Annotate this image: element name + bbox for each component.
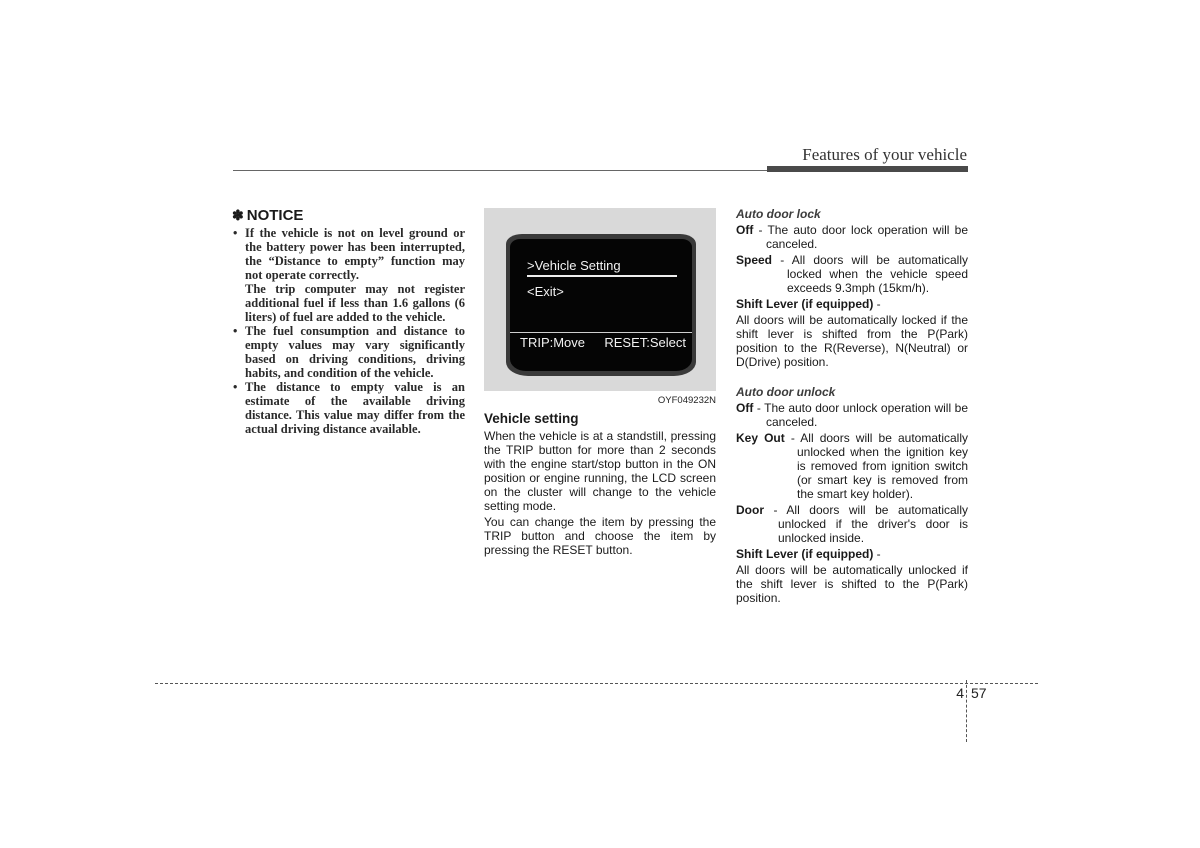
figure-caption: OYF049232N xyxy=(657,395,716,406)
unlock-shift-term: Shift Lever (if equipped) xyxy=(736,547,874,561)
lock-option-off xyxy=(736,223,968,251)
lock-shift-term: Shift Lever (if equipped) xyxy=(736,297,874,311)
footer-rule xyxy=(155,683,1038,684)
vehicle-setting-heading: Vehicle setting xyxy=(484,411,579,426)
bullet-icon: • xyxy=(233,380,238,394)
section-gap xyxy=(736,369,968,385)
lock-option-speed xyxy=(736,253,968,295)
bullet-icon: • xyxy=(233,226,238,240)
lcd-menu-selected: >Vehicle Setting xyxy=(527,258,677,277)
unlock-option-door xyxy=(736,503,968,545)
unlock-shift-desc: All doors will be automatically unlocked if the shift lever is shifted to the P(Park) position. xyxy=(736,563,968,605)
unlock-keyout-term: Key Out xyxy=(736,431,785,445)
notice-item xyxy=(232,226,465,324)
lcd-footer xyxy=(520,335,686,351)
unlock-shift-suffix: - xyxy=(873,547,881,561)
notice-title: NOTICE xyxy=(246,207,304,224)
unlock-door-term: Door xyxy=(736,503,764,517)
unlock-keyout-desc: - All doors will be automatically unlocked when the ignition key is removed from ignition switch (or smart key is removed from the smart key holder). xyxy=(784,431,968,501)
lcd-divider xyxy=(510,332,692,333)
footer-divider xyxy=(966,680,967,742)
unlock-option-keyout xyxy=(736,431,968,501)
unlock-off-term: Off xyxy=(736,401,754,415)
lcd-footer-trip: TRIP:Move xyxy=(520,335,586,350)
notice-item xyxy=(232,324,465,380)
auto-door-unlock-heading: Auto door unlock xyxy=(736,385,836,399)
door-lock-section xyxy=(736,207,968,605)
lcd-footer-reset: RESET:Select xyxy=(604,335,686,350)
notice-item-text: The distance to empty value is an estimate of the available driving distance. This value may differ from the actual driving distance available. xyxy=(245,380,465,436)
notice-item xyxy=(232,380,465,436)
lock-option-shift xyxy=(736,297,968,369)
notice-item-text: If the vehicle is not on level ground or the battery power has been interrupted, the “Distance to empty” function may not operate correctly. xyxy=(245,226,465,282)
vehicle-setting-section xyxy=(484,208,716,557)
vehicle-setting-para-2: You can change the item by pressing the TRIP button and choose the item by pressing the RESET button. xyxy=(484,515,716,557)
bullet-icon: • xyxy=(233,324,238,338)
unlock-door-desc: - All doors will be automatically unlocked if the driver's door is unlocked inside. xyxy=(764,503,968,545)
notice-list xyxy=(232,226,465,436)
lock-speed-desc: - All doors will be automatically locked when the vehicle speed exceeds 9.3mph (15km/h). xyxy=(772,253,968,295)
auto-door-lock-heading: Auto door lock xyxy=(736,207,821,221)
chapter-number: 4 xyxy=(956,685,964,701)
unlock-off-desc: - The auto door unlock operation will be canceled. xyxy=(753,401,968,429)
lock-shift-suffix: - xyxy=(873,297,881,311)
header-bar xyxy=(767,166,968,172)
notice-item-extra: The trip computer may not register additional fuel if less than 1.6 gallons (6 liters) of fuel are added to the vehicle. xyxy=(245,282,465,324)
lcd-illustration xyxy=(484,208,716,391)
unlock-option-shift xyxy=(736,547,968,605)
page-number: 57 xyxy=(971,685,987,701)
unlock-option-off xyxy=(736,401,968,429)
notice-box xyxy=(232,206,465,436)
lcd-menu-exit: <Exit> xyxy=(527,284,564,299)
lock-off-term: Off xyxy=(736,223,754,237)
lcd-screen xyxy=(510,239,692,371)
lock-shift-desc: All doors will be automatically locked if the shift lever is shifted from the P(Park) position to the R(Reverse), N(Neutral) or D(Drive) position. xyxy=(736,313,968,369)
section-title: Features of your vehicle xyxy=(802,145,967,164)
lock-off-desc: - The auto door lock operation will be canceled. xyxy=(753,223,968,251)
notice-star-icon: ✽ xyxy=(232,207,244,223)
lock-speed-term: Speed xyxy=(736,253,773,267)
vehicle-setting-para-1: When the vehicle is at a standstill, pressing the TRIP button for more than 2 seconds with the engine start/stop button in the ON position or engine running, the LCD screen on the cluster will change to the vehicle setting mode. xyxy=(484,429,716,513)
notice-item-text: The fuel consumption and distance to empty values may vary significantly based on driving conditions, driving habits, and condition of the vehicle. xyxy=(245,324,465,380)
notice-heading xyxy=(232,206,465,225)
